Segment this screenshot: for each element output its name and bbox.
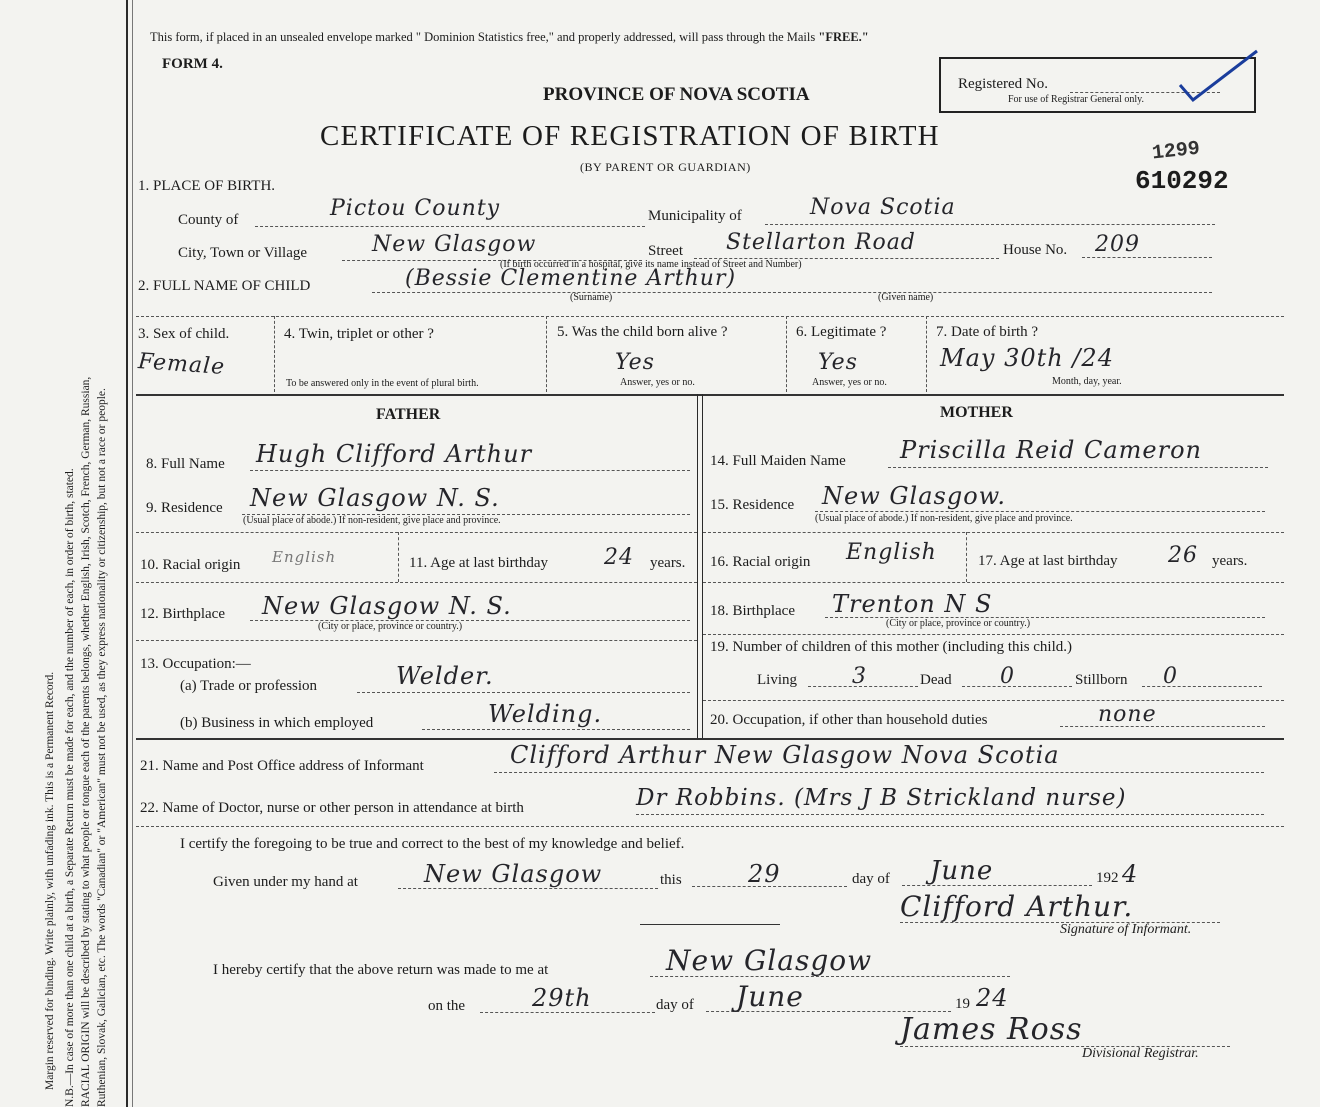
form-number: FORM 4. (162, 56, 223, 72)
mother-bp-label: 18. Birthplace (710, 603, 795, 619)
father-name-value: Hugh Clifford Arthur (256, 440, 533, 468)
dob-label: 7. Date of birth ? (936, 324, 1039, 340)
stamp-small: 1299 (1150, 137, 1202, 166)
alive-value: Yes (615, 350, 655, 375)
alive-label: 5. Was the child born alive ? (557, 324, 728, 340)
this-label: this (660, 872, 682, 888)
margin-rule (126, 0, 128, 1107)
col-divider-c (786, 316, 787, 392)
mother-race-label: 16. Racial origin (710, 554, 811, 570)
father-age-label: 11. Age at last birthday (409, 555, 548, 571)
row-divider-1 (136, 316, 1284, 317)
father-div-1 (136, 532, 697, 533)
dead-value: 0 (1000, 664, 1015, 689)
children-label: 19. Number of children of this mother (including this child.) (710, 639, 1073, 655)
father-name-line (250, 470, 690, 471)
dead-label: Dead (920, 672, 952, 688)
given-month: June (930, 856, 994, 886)
street-label: Street (648, 243, 683, 259)
mother-race-value: English (846, 540, 937, 565)
house-line (1082, 257, 1212, 258)
year-suffix: 4 (1122, 860, 1139, 888)
father-name-label: 8. Full Name (146, 456, 225, 472)
col-divider-b (546, 316, 547, 392)
mail-notice: This form, if placed in an unsealed envelope marked " Dominion Statistics free," and properly addressed, will pass through the Mails "FREE." (150, 30, 869, 44)
registrar-month: June (736, 980, 804, 1013)
informant-value: Clifford Arthur New Glasgow Nova Scotia (510, 741, 1060, 769)
dob-value: May 30th /24 (940, 344, 1114, 372)
trade-label: (a) Trade or profession (180, 678, 318, 694)
mother-div-4 (703, 700, 1284, 701)
row-divider-3 (136, 738, 1284, 740)
margin-text-4: Margin reserved for binding. Write plainly, with unfading ink. This is a Permanent Record. (44, 671, 56, 1090)
stillborn-label: Stillborn (1075, 672, 1128, 688)
mother-age-value: 26 (1168, 543, 1198, 568)
registrar-place: New Glasgow (666, 944, 873, 977)
registrar-year-suffix: 24 (976, 984, 1009, 1012)
informant-line (494, 772, 1264, 773)
mother-res-value: New Glasgow. (822, 482, 1006, 510)
street-value: Stellarton Road (726, 230, 916, 255)
business-line (422, 729, 690, 730)
father-years: years. (650, 555, 686, 571)
mother-div-3 (703, 634, 1284, 635)
legit-label: 6. Legitimate ? (796, 324, 887, 340)
signature-label: Signature of Informant. (1060, 922, 1192, 937)
mail-free: "FREE." (818, 30, 869, 44)
father-heading: FATHER (376, 406, 441, 423)
father-occ-label: 13. Occupation:— (140, 656, 251, 672)
mother-res-line (815, 511, 1265, 512)
province-heading: PROVINCE OF NOVA SCOTIA (543, 84, 810, 105)
county-label: County of (178, 212, 239, 228)
doctor-line (636, 814, 1264, 815)
living-label: Living (757, 672, 797, 688)
given-label: Given under my hand at (213, 874, 358, 890)
margin-text-2: RACIAL ORIGIN will be described by stating to what people or tongue each of the parents belongs, whether English, Irish, Scotch, French, German, Russian, (80, 376, 92, 1107)
father-bp-note: (City or place, province or country.) (318, 621, 463, 632)
hospital-note: (If birth occurred in a hospital, give its name instead of Street and Number) (500, 259, 802, 270)
certificate-title: CERTIFICATE OF REGISTRATION OF BIRTH (320, 120, 940, 152)
registrar-year-prefix: 19 (955, 996, 970, 1012)
father-res-label: 9. Residence (146, 500, 223, 516)
margin-text-1: Ruthenian, Slovak, Galician, etc. The words "Canadian" or "American" must not be used, as they express nationality or citizenship, but not a race or people. (96, 388, 108, 1107)
mother-race-div (966, 532, 967, 582)
parents-divider-1 (697, 394, 698, 738)
registrar-sig-label: Divisional Registrar. (1082, 1046, 1199, 1061)
mother-div-1 (703, 532, 1284, 533)
given-place: New Glasgow (424, 860, 603, 888)
city-value: New Glasgow (372, 232, 537, 257)
mother-bp-note: (City or place, province or country.) (886, 618, 1031, 629)
informant-signature: Clifford Arthur. (900, 890, 1134, 923)
year-prefix: 192 (1096, 870, 1119, 886)
place-label: 1. PLACE OF BIRTH. (138, 178, 276, 194)
margin-text-3: N.B.—In case of more than one child at a birth, a Separate Return must be made for each, and the number of each, in order of birth, stated. (64, 468, 76, 1107)
mother-occ-value: none (1098, 702, 1157, 727)
father-res-value: New Glasgow N. S. (250, 484, 500, 512)
certify-statement: I certify the foregoing to be true and correct to the best of my knowledge and belief. (180, 836, 685, 852)
mother-age-label: 17. Age at last birthday (978, 553, 1118, 569)
mother-name-label: 14. Full Maiden Name (710, 453, 846, 469)
mother-div-2 (703, 582, 1284, 583)
twin-label: 4. Twin, triplet or other ? (284, 326, 434, 342)
municipality-label: Municipality of (648, 208, 742, 224)
checkmark-icon (1175, 45, 1265, 110)
certificate-subtitle: (BY PARENT OR GUARDIAN) (580, 160, 751, 174)
margin-rule-inner (132, 0, 133, 1107)
house-value: 209 (1095, 232, 1140, 257)
registrar-dayof: day of (656, 997, 694, 1013)
on-the-label: on the (428, 998, 466, 1014)
legit-note: Answer, yes or no. (812, 377, 887, 388)
registrar-statement: I hereby certify that the above return was made to me at (213, 962, 549, 978)
father-race-label: 10. Racial origin (140, 557, 241, 573)
house-label: House No. (1003, 242, 1068, 258)
dob-note: Month, day, year. (1052, 376, 1122, 387)
father-abode-note: (Usual place of abode.) If non-resident, give place and province. (243, 515, 501, 526)
alive-note: Answer, yes or no. (620, 377, 695, 388)
father-bp-value: New Glasgow N. S. (262, 592, 512, 620)
municipality-value: Nova Scotia (810, 195, 956, 220)
given-day: 29 (748, 860, 781, 888)
father-bp-line (250, 620, 690, 621)
col-divider-a (274, 316, 275, 392)
mother-years: years. (1212, 553, 1248, 569)
stillborn-line (1142, 686, 1262, 687)
twin-note: To be answered only in the event of plural birth. (286, 378, 479, 389)
sex-label: 3. Sex of child. (138, 326, 230, 342)
doctor-label: 22. Name of Doctor, nurse or other person in attendance at birth (140, 800, 524, 816)
business-label: (b) Business in which employed (180, 715, 374, 731)
surname-note: (Surname) (570, 292, 613, 303)
mother-name-line (888, 467, 1268, 468)
father-div-2 (136, 582, 697, 583)
registrar-note: For use of Registrar General only. (1008, 94, 1144, 105)
trade-value: Welder. (396, 662, 494, 690)
living-value: 3 (852, 664, 867, 689)
registrar-day-line (480, 1012, 655, 1013)
trade-line (357, 692, 690, 693)
row-divider-4 (136, 826, 1284, 827)
city-label: City, Town or Village (178, 245, 308, 261)
mother-res-label: 15. Residence (710, 497, 795, 513)
col-divider-d (926, 316, 927, 392)
child-name-label: 2. FULL NAME OF CHILD (138, 278, 311, 294)
county-line (255, 226, 645, 227)
dead-line (962, 686, 1072, 687)
child-name-value: (Bessie Clementine Arthur) (405, 266, 737, 291)
father-bp-label: 12. Birthplace (140, 606, 225, 622)
mother-occ-label: 20. Occupation, if other than household duties (710, 712, 988, 728)
father-race-div (398, 532, 399, 582)
child-name-line (372, 292, 1212, 293)
father-age-value: 24 (604, 545, 634, 570)
registered-label: Registered No. (958, 76, 1048, 92)
mother-name-value: Priscilla Reid Cameron (900, 436, 1202, 464)
registrar-signature: James Ross (900, 1012, 1083, 1047)
county-value: Pictou County (330, 196, 501, 221)
blank-line (640, 924, 780, 925)
doctor-value: Dr Robbins. (Mrs J B Strickland nurse) (636, 785, 1127, 811)
mother-abode-note: (Usual place of abode.) If non-resident, give place and province. (815, 513, 1073, 524)
given-line (398, 888, 658, 889)
business-value: Welding. (488, 700, 603, 728)
registrar-day: 29th (532, 984, 592, 1012)
sex-value: Female (137, 348, 226, 381)
informant-label: 21. Name and Post Office address of Informant (140, 758, 424, 774)
stillborn-value: 0 (1163, 664, 1178, 689)
mother-occ-line (1060, 726, 1265, 727)
stamp-number: 610292 (1135, 166, 1229, 196)
legit-value: Yes (818, 350, 858, 375)
mother-heading: MOTHER (940, 404, 1013, 421)
row-divider-2 (136, 394, 1284, 396)
parents-divider-2 (702, 394, 703, 738)
given-name-note: (Given name) (878, 292, 934, 303)
mother-bp-value: Trenton N S (832, 590, 993, 618)
municipality-line (765, 224, 1215, 225)
father-div-3 (136, 640, 697, 641)
dayof-label: day of (852, 871, 890, 887)
father-race-value: English (272, 548, 337, 566)
